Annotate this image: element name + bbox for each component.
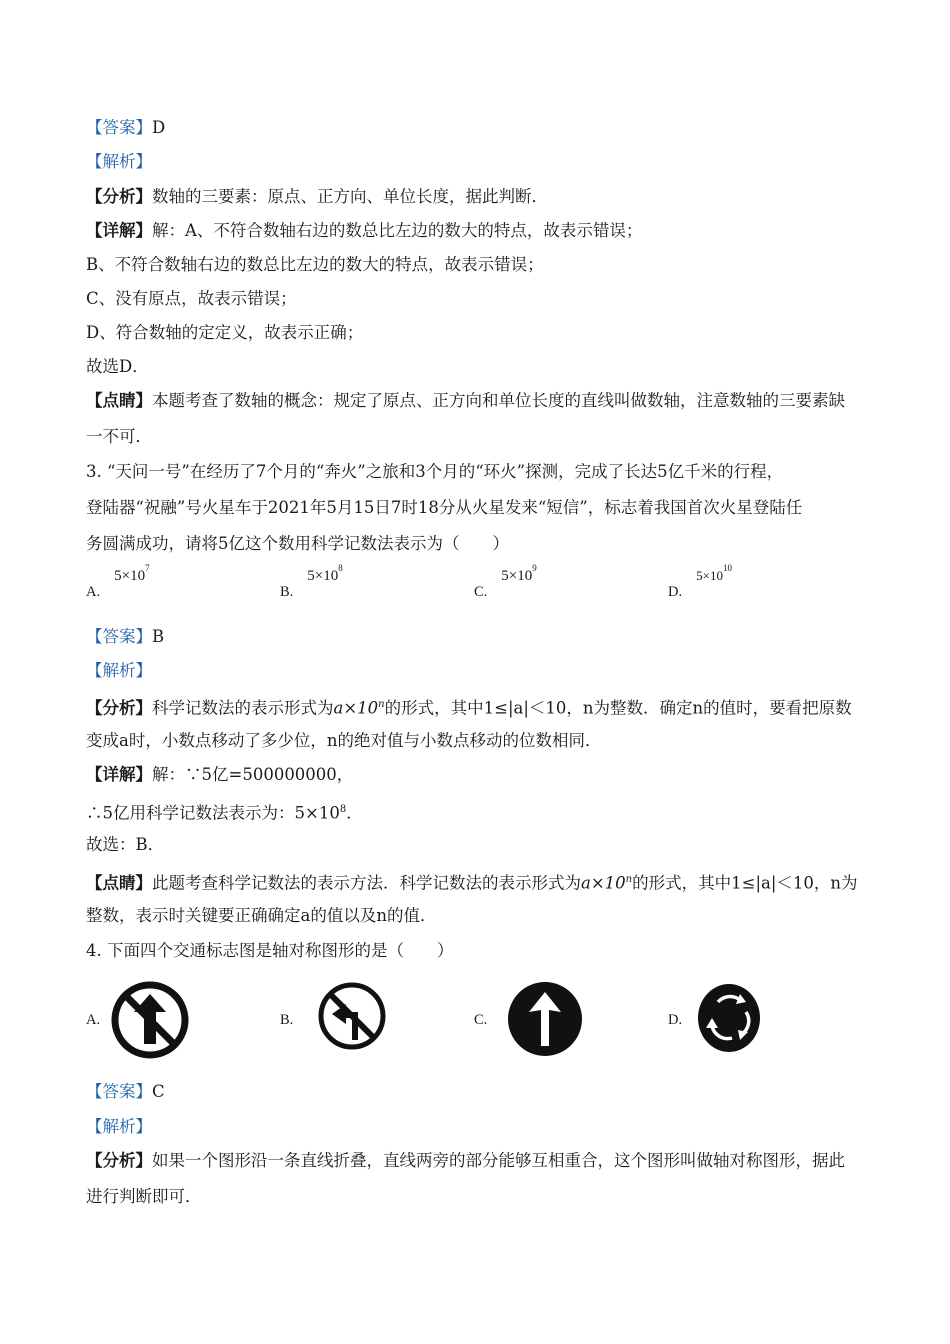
q2-answer: D <box>152 118 166 137</box>
q3-xiangjie-text: 解：∵5亿=500000000， <box>152 765 354 784</box>
q4-answer-line <box>86 1081 876 1103</box>
option-letter: C. <box>474 584 488 600</box>
q4-fenxi-line-2: 进行判断即可． <box>86 1187 202 1206</box>
q3-fenxi-text-2: 的形式，其中1≤|a|＜10，n为整数．确定n的值时，要看把原数 <box>384 698 852 718</box>
formula: a×10 <box>333 698 379 718</box>
option-letter: D. <box>668 1012 683 1028</box>
q3-therefore-line <box>86 799 876 825</box>
q3-fenxi-line <box>86 694 876 720</box>
straight-arrow-sign-icon <box>506 980 584 1058</box>
option-letter: D. <box>668 584 683 600</box>
option-letter: B. <box>280 584 294 600</box>
therefore-text: ∴5亿用科学记数法表示为：5×10 <box>86 803 340 823</box>
q3-answer: B <box>152 627 165 646</box>
fenxi-tag: 【分析】 <box>86 698 152 718</box>
analysis-tag: 【解析】 <box>86 1117 152 1136</box>
formula: a×10 <box>581 873 626 893</box>
q2-dianjing-line <box>86 390 876 412</box>
answer-tag: 【答案】 <box>86 118 152 137</box>
fenxi-tag: 【分析】 <box>86 1151 152 1170</box>
q2-dianjing-text: 本题考查了数轴的概念：规定了原点、正方向和单位长度的直线叫做数轴，注意数轴的三要素缺 <box>152 391 845 410</box>
expr-base: 5×10 <box>501 568 533 584</box>
expr-base: 5×10 <box>114 568 146 584</box>
dianjing-tag: 【点睛】 <box>86 873 152 893</box>
answer-tag: 【答案】 <box>86 627 152 646</box>
q4-stem: 4. 下面四个交通标志图是轴对称图形的是（ ） <box>86 941 454 960</box>
q2-fenxi-line <box>86 186 876 208</box>
q2-xiangjie-text: 解：A、不符合数轴右边的数总比左边的数大的特点，故表示错误； <box>152 221 643 240</box>
q3-analysis-line <box>86 660 876 682</box>
therefore-exponent: 8 <box>339 804 347 815</box>
q2-xiangjie-line <box>86 220 876 242</box>
expr-base: 5×10 <box>307 568 339 584</box>
q2-line-d: D、符合数轴的定定义，故表示正确； <box>86 323 364 342</box>
answer-tag: 【答案】 <box>86 1082 152 1101</box>
q2-line-b: B、不符合数轴右边的数总比左边的数大的特点，故表示错误； <box>86 255 544 274</box>
q3-choose: 故选：B． <box>86 835 165 854</box>
expr-exponent: 10 <box>722 563 732 573</box>
fenxi-tag: 【分析】 <box>86 187 152 206</box>
roundabout-sign-icon <box>696 982 762 1054</box>
xiangjie-tag: 【详解】 <box>86 765 152 784</box>
q2-analysis-line <box>86 151 876 173</box>
analysis-tag: 【解析】 <box>86 152 152 171</box>
q2-line-c: C、没有原点，故表示错误； <box>86 289 297 308</box>
expr-exponent: 9 <box>532 563 537 573</box>
q4-options <box>86 980 876 1060</box>
q3-dianjing-text-2: 的形式，其中1≤|a|＜10，n为 <box>632 873 858 893</box>
option-letter: C. <box>474 1012 488 1028</box>
q4-fenxi-line <box>86 1150 876 1172</box>
q3-answer-line <box>86 626 876 648</box>
option-letter: B. <box>280 1012 294 1028</box>
q2-dianjing-line-2: 一不可． <box>86 427 152 446</box>
option-expression <box>696 563 732 583</box>
q4-answer: C <box>152 1082 165 1101</box>
expr-exponent: 8 <box>338 563 343 573</box>
q3-fenxi-line-2: 变成a时，小数点移动了多少位，n的绝对值与小数点移动的位数相同． <box>86 731 602 750</box>
q3-fenxi-text: 科学记数法的表示形式为 <box>152 698 334 718</box>
q3-dianjing-line-2: 整数，表示时关键要正确确定a的值以及n的值． <box>86 906 437 925</box>
q3-stem-3: 务圆满成功，请将5亿这个数用科学记数法表示为（ ） <box>86 534 509 553</box>
q2-choose: 故选D． <box>86 357 149 376</box>
xiangjie-tag: 【详解】 <box>86 221 152 240</box>
expr-exponent: 7 <box>145 563 150 573</box>
option-expression <box>307 563 343 584</box>
no-straight-sign-icon <box>110 980 190 1060</box>
expr-base: 5×10 <box>696 568 723 583</box>
option-letter: A. <box>86 584 101 600</box>
q3-stem-2: 登陆器“祝融”号火星车于2021年5月15日7时18分从火星发来“短信”，标志着我国首次火星登陆任 <box>86 498 803 517</box>
option-expression <box>501 563 537 584</box>
therefore-end: ． <box>346 803 363 823</box>
q2-fenxi-text: 数轴的三要素：原点、正方向、单位长度，据此判断． <box>152 187 548 206</box>
q4-fenxi-text: 如果一个图形沿一条直线折叠，直线两旁的部分能够互相重合，这个图形叫做轴对称图形，据此 <box>152 1151 845 1170</box>
q4-analysis-line <box>86 1116 876 1138</box>
q3-xiangjie-line <box>86 764 876 786</box>
q3-dianjing-line <box>86 869 876 895</box>
q3-stem-1: 3. “天问一号”在经历了7个月的“奔火”之旅和3个月的“环火”探测，完成了长达5亿千米的行程， <box>86 462 784 481</box>
q2-answer-line <box>86 117 876 139</box>
analysis-tag: 【解析】 <box>86 661 152 680</box>
option-expression <box>114 563 150 584</box>
dianjing-tag: 【点睛】 <box>86 391 152 410</box>
q3-dianjing-text: 此题考查科学记数法的表示方法．科学记数法的表示形式为 <box>152 873 581 893</box>
option-letter: A. <box>86 1012 101 1028</box>
no-left-turn-sign-icon <box>316 980 388 1052</box>
formula-exponent: n <box>625 874 633 885</box>
formula-exponent: n <box>378 699 385 710</box>
